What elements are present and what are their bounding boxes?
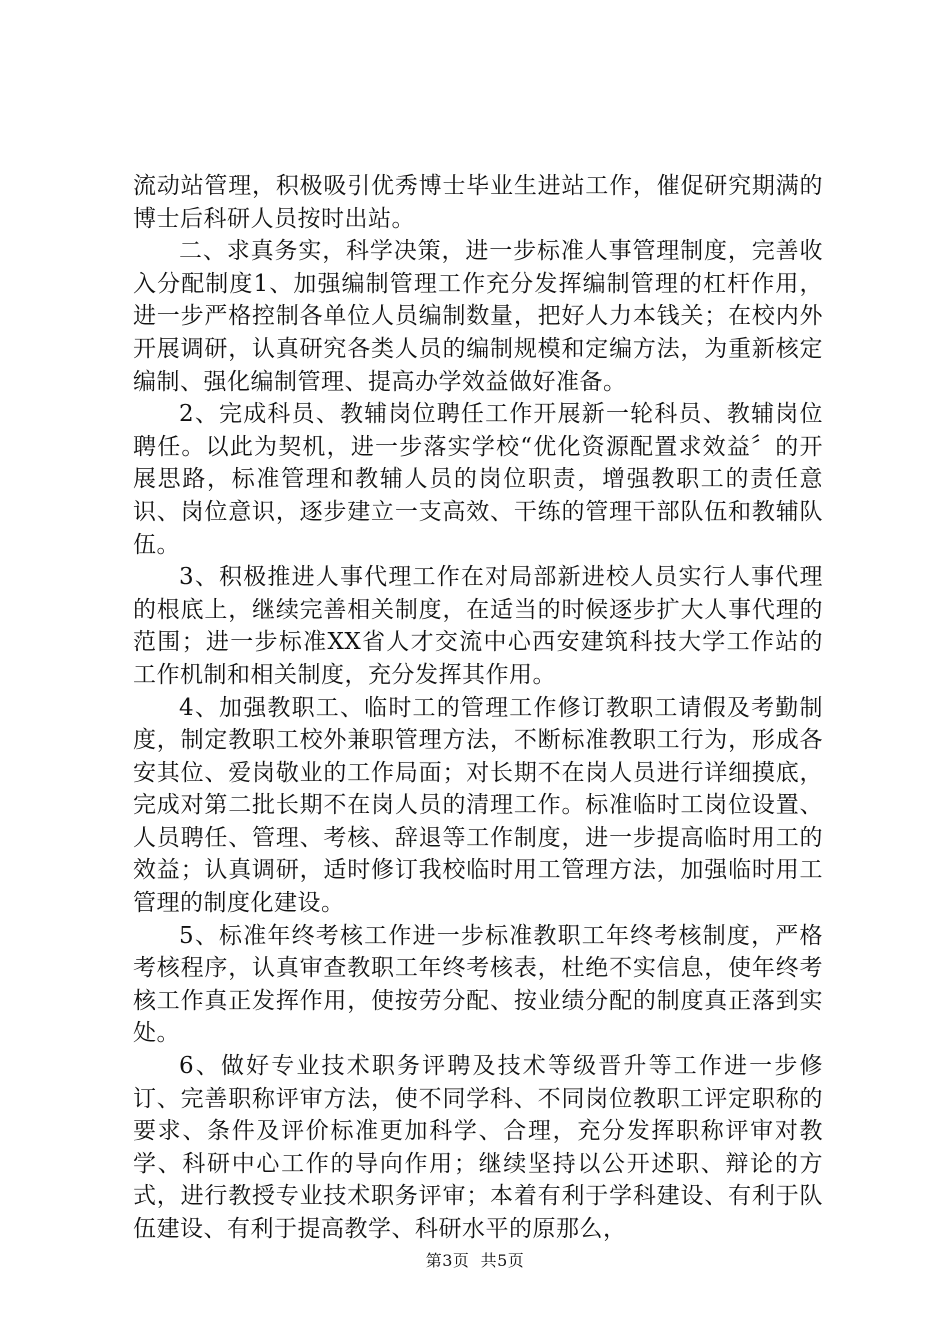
paragraph-item-5: 5、标准年终考核工作进一步标准教职工年终考核制度，严格考核程序，认真审查教职工年终考核表，杜绝不实信息，使年终考核工作真正发挥作用，使按劳分配、按业绩分配的制度真正落到实处。 [133, 922, 823, 1047]
page-number: 第3页 [425, 1251, 470, 1270]
paragraph-item-4: 4、加强教职工、临时工的管理工作修订教职工请假及考勤制度，制定教职工校外兼职管理方法，不断标准教职工行为，形成各安其位、爱岗敬业的工作局面；对长期不在岗人员进行详细摸底，完成对第二批长期不在岗人员的清理工作。标准临时工岗位设置、人员聘任、管理、考核、辞退等工作制度，进一步提高临时用工的效益；认真调研，适时修订我校临时用工管理方法，加强临时用工管理的制度化建设。 [133, 694, 823, 917]
paragraph-section-two: 二、求真务实，科学决策，进一步标准人事管理制度，完善收入分配制度1、加强编制管理工作充分发挥编制管理的杠杆作用，进一步严格控制各单位人员编制数量，把好人力本钱关；在校内外开展调研，认真研究各类人员的编制规模和定编方法，为重新核定编制、强化编制管理、提高办学效益做好准备。 [133, 238, 823, 395]
document-body [133, 170, 823, 1246]
paragraph-item-6: 6、做好专业技术职务评聘及技术等级晋升等工作进一步修订、完善职称评审方法，使不同学科、不同岗位教职工评定职称的要求、条件及评价标准更加科学、合理，充分发挥职称评审对教学、科研中心工作的导向作用；继续坚持以公开述职、辩论的方式，进行教授专业技术职务评审；本着有利于学科建设、有利于队伍建设、有利于提高教学、科研水平的原那么， [133, 1053, 823, 1242]
page-total: 共5页 [480, 1251, 525, 1270]
paragraph-item-3: 3、积极推进人事代理工作在对局部新进校人员实行人事代理的根底上，继续完善相关制度，在适当的时候逐步扩大人事代理的范围；进一步标准XX省人才交流中心西安建筑科技大学工作站的工作机制和相关制度，充分发挥其作用。 [133, 564, 823, 688]
footer-spacer [469, 1251, 480, 1270]
page-footer [0, 1248, 950, 1271]
paragraph-item-2: 2、完成科员、教辅岗位聘任工作开展新一轮科员、教辅岗位聘任。以此为契机，进一步落实学校“优化资源配置求效益〞的开展思路，标准管理和教辅人员的岗位职责，增强教职工的责任意识、岗位意识，逐步建立一支高效、干练的管理干部队伍和教辅队伍。 [133, 401, 823, 558]
paragraph-continued: 流动站管理，积极吸引优秀博士毕业生进站工作，催促研究期满的博士后科研人员按时出站。 [133, 173, 823, 232]
